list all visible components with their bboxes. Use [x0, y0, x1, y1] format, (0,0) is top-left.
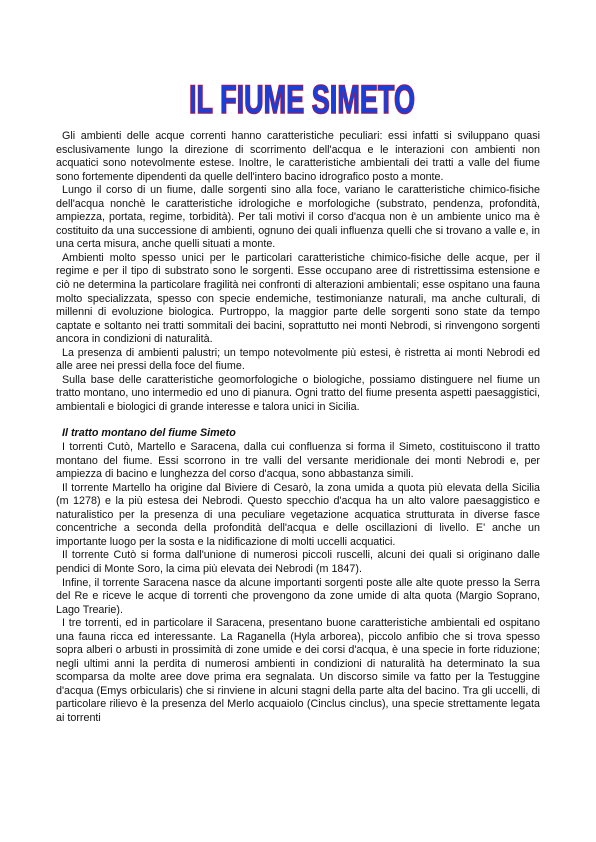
section-spacer — [56, 414, 540, 427]
intro-paragraph: Ambienti molto spesso unici per le particolari caratteristiche chimico-fisiche delle acque, per il regime e per il tipo di substrato sono le sorgenti. Esse occupano aree di ristrettissima estensione e ciò ne determina la particolare fragilità nei confronti di alterazioni ambientali; esse ospitano una fauna molto specializzata, spesso con specie endemiche, testimonianze naturali, ma anche culturali, di millenni di evoluzione biologica. Purtroppo, la maggior parte delle sorgenti sono state da tempo captate e soltanto nei tratti sommitali dei bacini, soprattutto nei monti Nebrodi, si rinvengono sorgenti ancora in condizioni di naturalità. — [56, 251, 540, 346]
wordart-title-graphic — [186, 68, 418, 126]
section-paragraph: Il torrente Cutò si forma dall'unione di numerosi piccoli ruscelli, alcuni dei quali si originano dalle pendici di Monte Soro, la cima più elevata dei Nebrodi (m 1847). — [56, 549, 540, 575]
section-paragraph: Il torrente Martello ha origine dal Biviere di Cesarò, la zona umida a quota più elevata della Sicilia (m 1278) e la più estesa dei Nebrodi. Questo specchio d'acqua ha un alto valore paesaggistico e naturalistico per la presenza di una peculiare vegetazione acquatica strutturata in diverse fasce concentriche a seconda della profondità dell'acqua e delle oscillazioni di livello. E' anche un importante luogo per la sosta e la nidificazione di molti uccelli acquatici. — [56, 481, 540, 548]
intro-paragraph: La presenza di ambienti palustri; un tempo notevolmente più estesi, è ristretta ai monti Nebrodi ed alle aree nei pressi della foce del fiume. — [56, 346, 540, 373]
section-paragraph: I torrenti Cutò, Martello e Saracena, dalla cui confluenza si forma il Simeto, costituiscono il tratto montano del fiume. Essi scorrono in tre valli del versante meridionale dei monti Nebrodi e, per ampiezza di bacino e lunghezza del corso d'acqua, sono abbastanza simili. — [56, 441, 540, 481]
section-paragraph: I tre torrenti, ed in particolare il Saracena, presentano buone caratteristiche ambientali ed ospitano una fauna ricca ed interessante. La Raganella (Hyla arborea), piccolo anfibio che si trova spesso sopra alberi o arbusti in prossimità di zone umide e dei corsi d'acqua, è una specie in forte riduzione; negli ultimi anni la perdita di numerosi ambienti in condizioni di naturalità ha determinato la sua scomparsa da molte aree dove prima era segnalata. Un discorso simile va fatto per la Testuggine d'acqua (Emys orbicularis) che si rinviene in alcuni stagni della parte alta del bacino. Tra gli uccelli, di particolare rilievo è la presenza del Merlo acquaiolo (Cinclus cinclus), una specie strettamente legata ai torrenti — [56, 617, 540, 724]
intro-paragraph: Gli ambienti delle acque correnti hanno caratteristiche peculiari: essi infatti si sviluppano quasi esclusivamente lungo la direzione di scorrimento dell'acqua e le interazioni con ambienti non acquatici sono notevolmente estese. Inoltre, le caratteristiche ambientali dei tratti a valle del fiume sono fortemente dipendenti da quelle dell'intero bacino idrografico posto a monte. — [56, 130, 540, 183]
section-paragraph: Infine, il torrente Saracena nasce da alcune importanti sorgenti poste alle alte quote presso la Serra del Re e riceve le acque di torrenti che provengono da zone umide di alta quota (Margio Soprano, Lago Trearie). — [56, 576, 540, 616]
intro-paragraph: Lungo il corso di un fiume, dalle sorgenti sino alla foce, variano le caratteristiche chimico-fisiche dell'acqua nonchè le caratteristiche idrologiche e morfologiche (substrato, pendenza, profondità, ampiezza, portata, regime, torbidità). Per tali motivi il corso d'acqua non è un ambiente unico ma è costituito da una successione di ambienti, ognuno dei quali influenza quelli che si trovano a valle e, in una certa misura, anche quelli situati a monte. — [56, 184, 540, 251]
page-title: IL FIUME SIMETO — [189, 78, 415, 122]
section-heading: Il tratto montano del fiume Simeto — [62, 427, 236, 440]
wordart-title — [186, 68, 418, 126]
intro-paragraph: Sulla base delle caratteristiche geomorfologiche o biologiche, possiamo distinguere nel fiume un tratto montano, uno intermedio ed uno di pianura. Ogni tratto del fiume presenta aspetti paesaggistici, ambientali e biologici di grande interesse e talora unici in Sicilia. — [56, 373, 540, 413]
article-body — [56, 130, 540, 726]
